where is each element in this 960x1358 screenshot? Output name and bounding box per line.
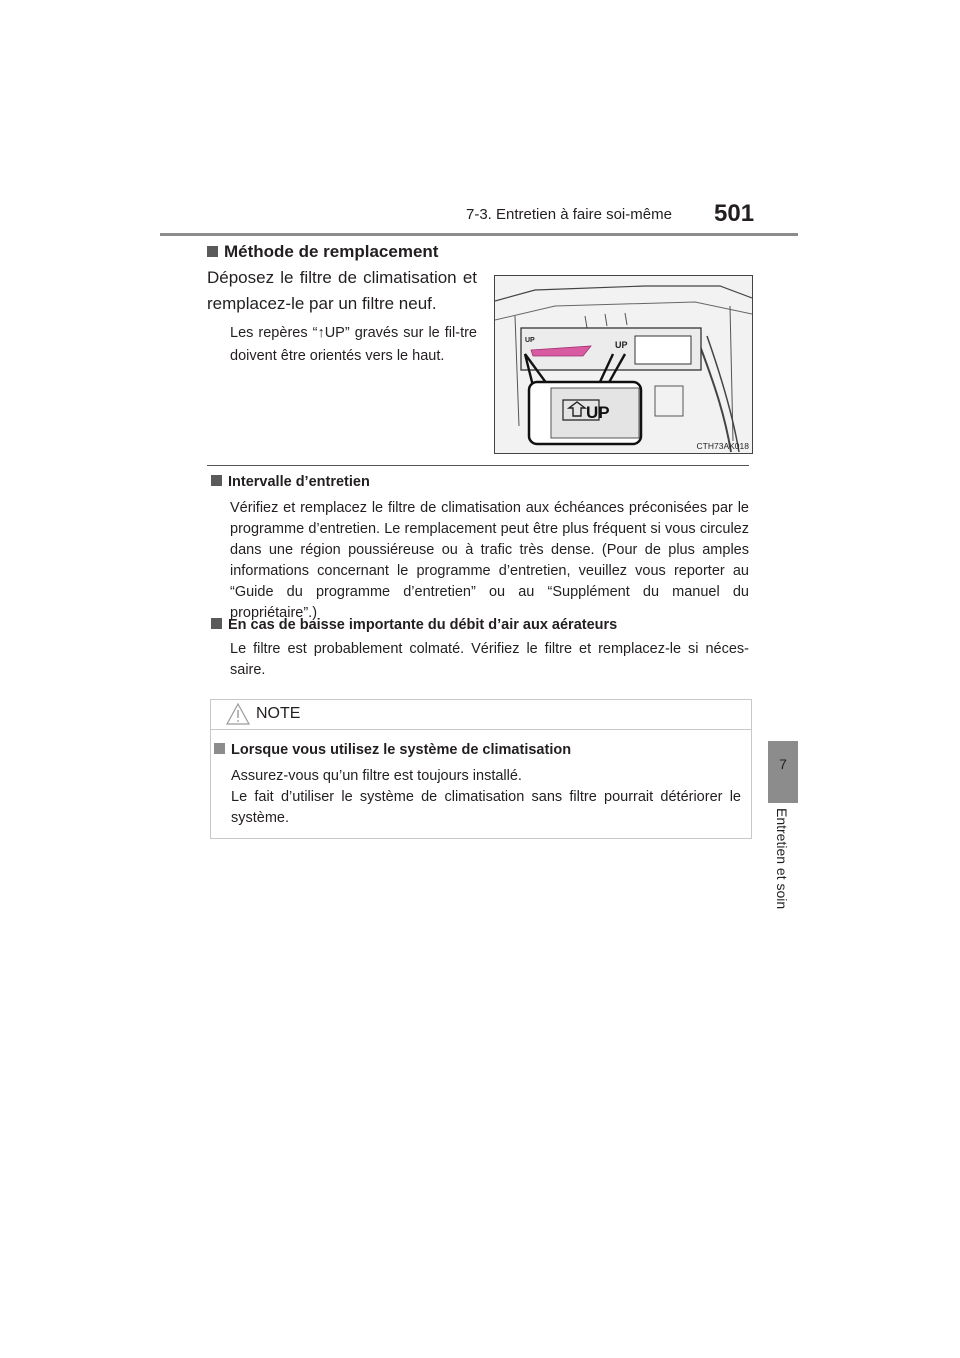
bullet-square-icon [211, 618, 222, 629]
page-number: 501 [714, 200, 755, 227]
zoom-up-label: UP [586, 403, 610, 422]
chapter-number: 7 [779, 756, 787, 772]
method-heading [207, 242, 438, 262]
maintenance-interval-body: Vérifiez et remplacez le filtre de climatisation aux échéances préconisées par le programme d’entretien. Le remplacement peut être plus fréquent si vous circulez dans une région poussiéreuse ou à trafic très dense. (Pour de plus amples informations concernant le programme d’entretien, veuillez vous reporter au “Guide du programme d’entretien” ou au “Supplément du manuel du propriétaire”.) [230, 500, 749, 621]
method-instruction: Déposez le filtre de climatisation et remplacez-le par un filtre neuf. [207, 268, 477, 313]
method-note: Les repères “↑UP” gravés sur le fil-tre doivent être orientés vers le haut. [230, 325, 477, 364]
note-heading-text: Lorsque vous utilisez le système de climatisation [231, 742, 572, 758]
bullet-square-icon [214, 743, 225, 754]
method-heading-text: Méthode de remplacement [224, 242, 439, 261]
airflow-drop-body: Le filtre est probablement colmaté. Vérifiez le filtre et remplacez-le si néces-saire. [230, 641, 749, 678]
slot-up-label: UP [615, 340, 628, 350]
filter-illustration [494, 275, 753, 454]
warning-triangle-icon [225, 702, 251, 726]
figure-code: CTH73AK018 [696, 441, 749, 451]
note-header-divider [211, 729, 751, 730]
running-header-section: 7-3. Entretien à faire soi-même [466, 206, 672, 223]
note-box [210, 699, 752, 839]
small-up-label: UP [525, 337, 535, 344]
note-line-1: Assurez-vous qu’un filtre est toujours installé. [231, 768, 522, 784]
maintenance-interval-heading-text: Intervalle d’entretien [228, 474, 370, 490]
bullet-square-icon [207, 246, 218, 257]
airflow-drop-heading-text: En cas de baisse importante du débit d’air aux aérateurs [228, 617, 618, 633]
header-divider [160, 233, 798, 236]
bullet-square-icon [211, 475, 222, 486]
chapter-title-vertical: Entretien et soin [774, 808, 790, 910]
note-line-2: Le fait d’utiliser le système de climatisation sans filtre pourrait détériorer le système. [231, 789, 741, 826]
note-heading [214, 742, 571, 758]
chapter-tab [768, 741, 798, 803]
note-body [231, 766, 741, 829]
filter-illustration-svg [495, 276, 752, 453]
maintenance-interval-heading [211, 474, 370, 490]
airflow-drop-heading [211, 617, 617, 633]
section-divider [207, 465, 749, 466]
note-title: NOTE [256, 705, 301, 722]
